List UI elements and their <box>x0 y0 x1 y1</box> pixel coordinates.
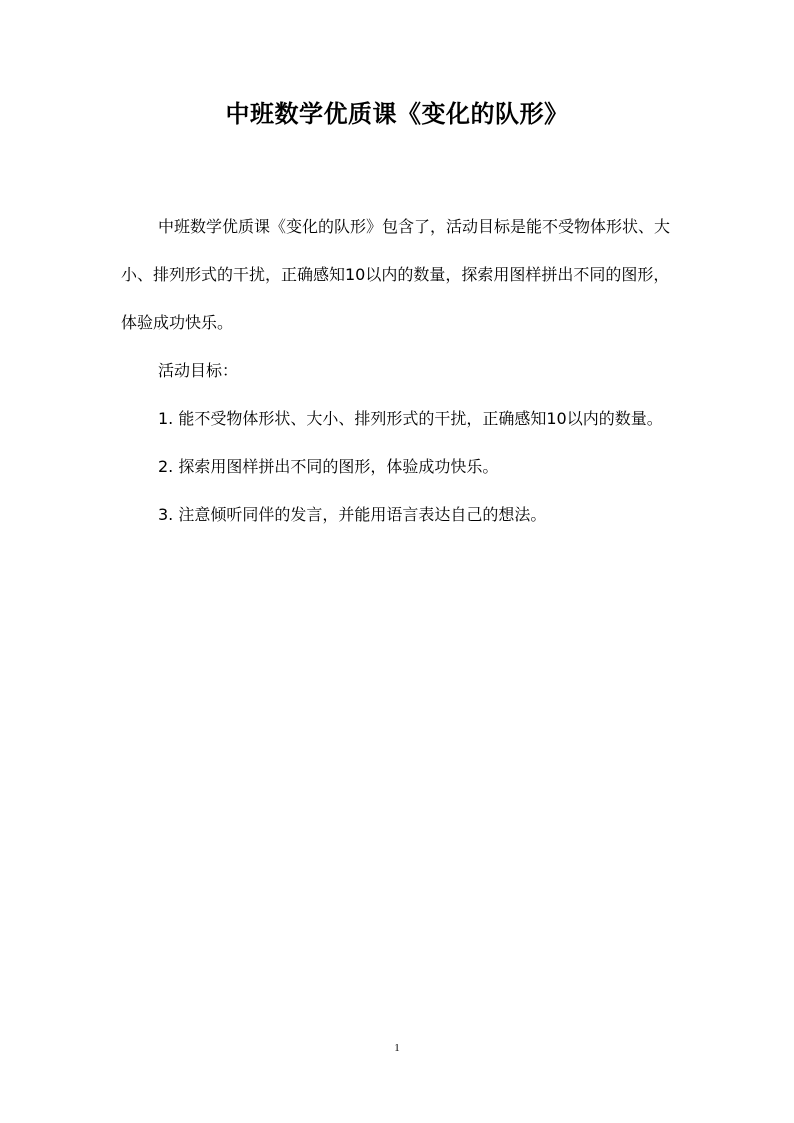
document-title: 中班数学优质课《变化的队形》 <box>225 100 569 128</box>
goal-item-3: 3. 注意倾听同伴的发言，并能用语言表达自己的想法。 <box>158 505 547 524</box>
goals-heading: 活动目标： <box>158 361 239 380</box>
goal-item-2: 2. 探索用图样拼出不同的图形，体验成功快乐。 <box>158 457 499 476</box>
page-number: 1 <box>394 1042 400 1054</box>
goal-item-1: 1. 能不受物体形状、大小、排列形式的干扰，正确感知10以内的数量。 <box>158 409 663 428</box>
intro-paragraph: 中班数学优质课《变化的队形》包含了，活动目标是能不受物体形状、大小、排列形式的干扰，正确感知10以内的数量，探索用图样拼出不同的图形，体验成功快乐。 <box>121 217 671 332</box>
document-body <box>121 203 681 539</box>
